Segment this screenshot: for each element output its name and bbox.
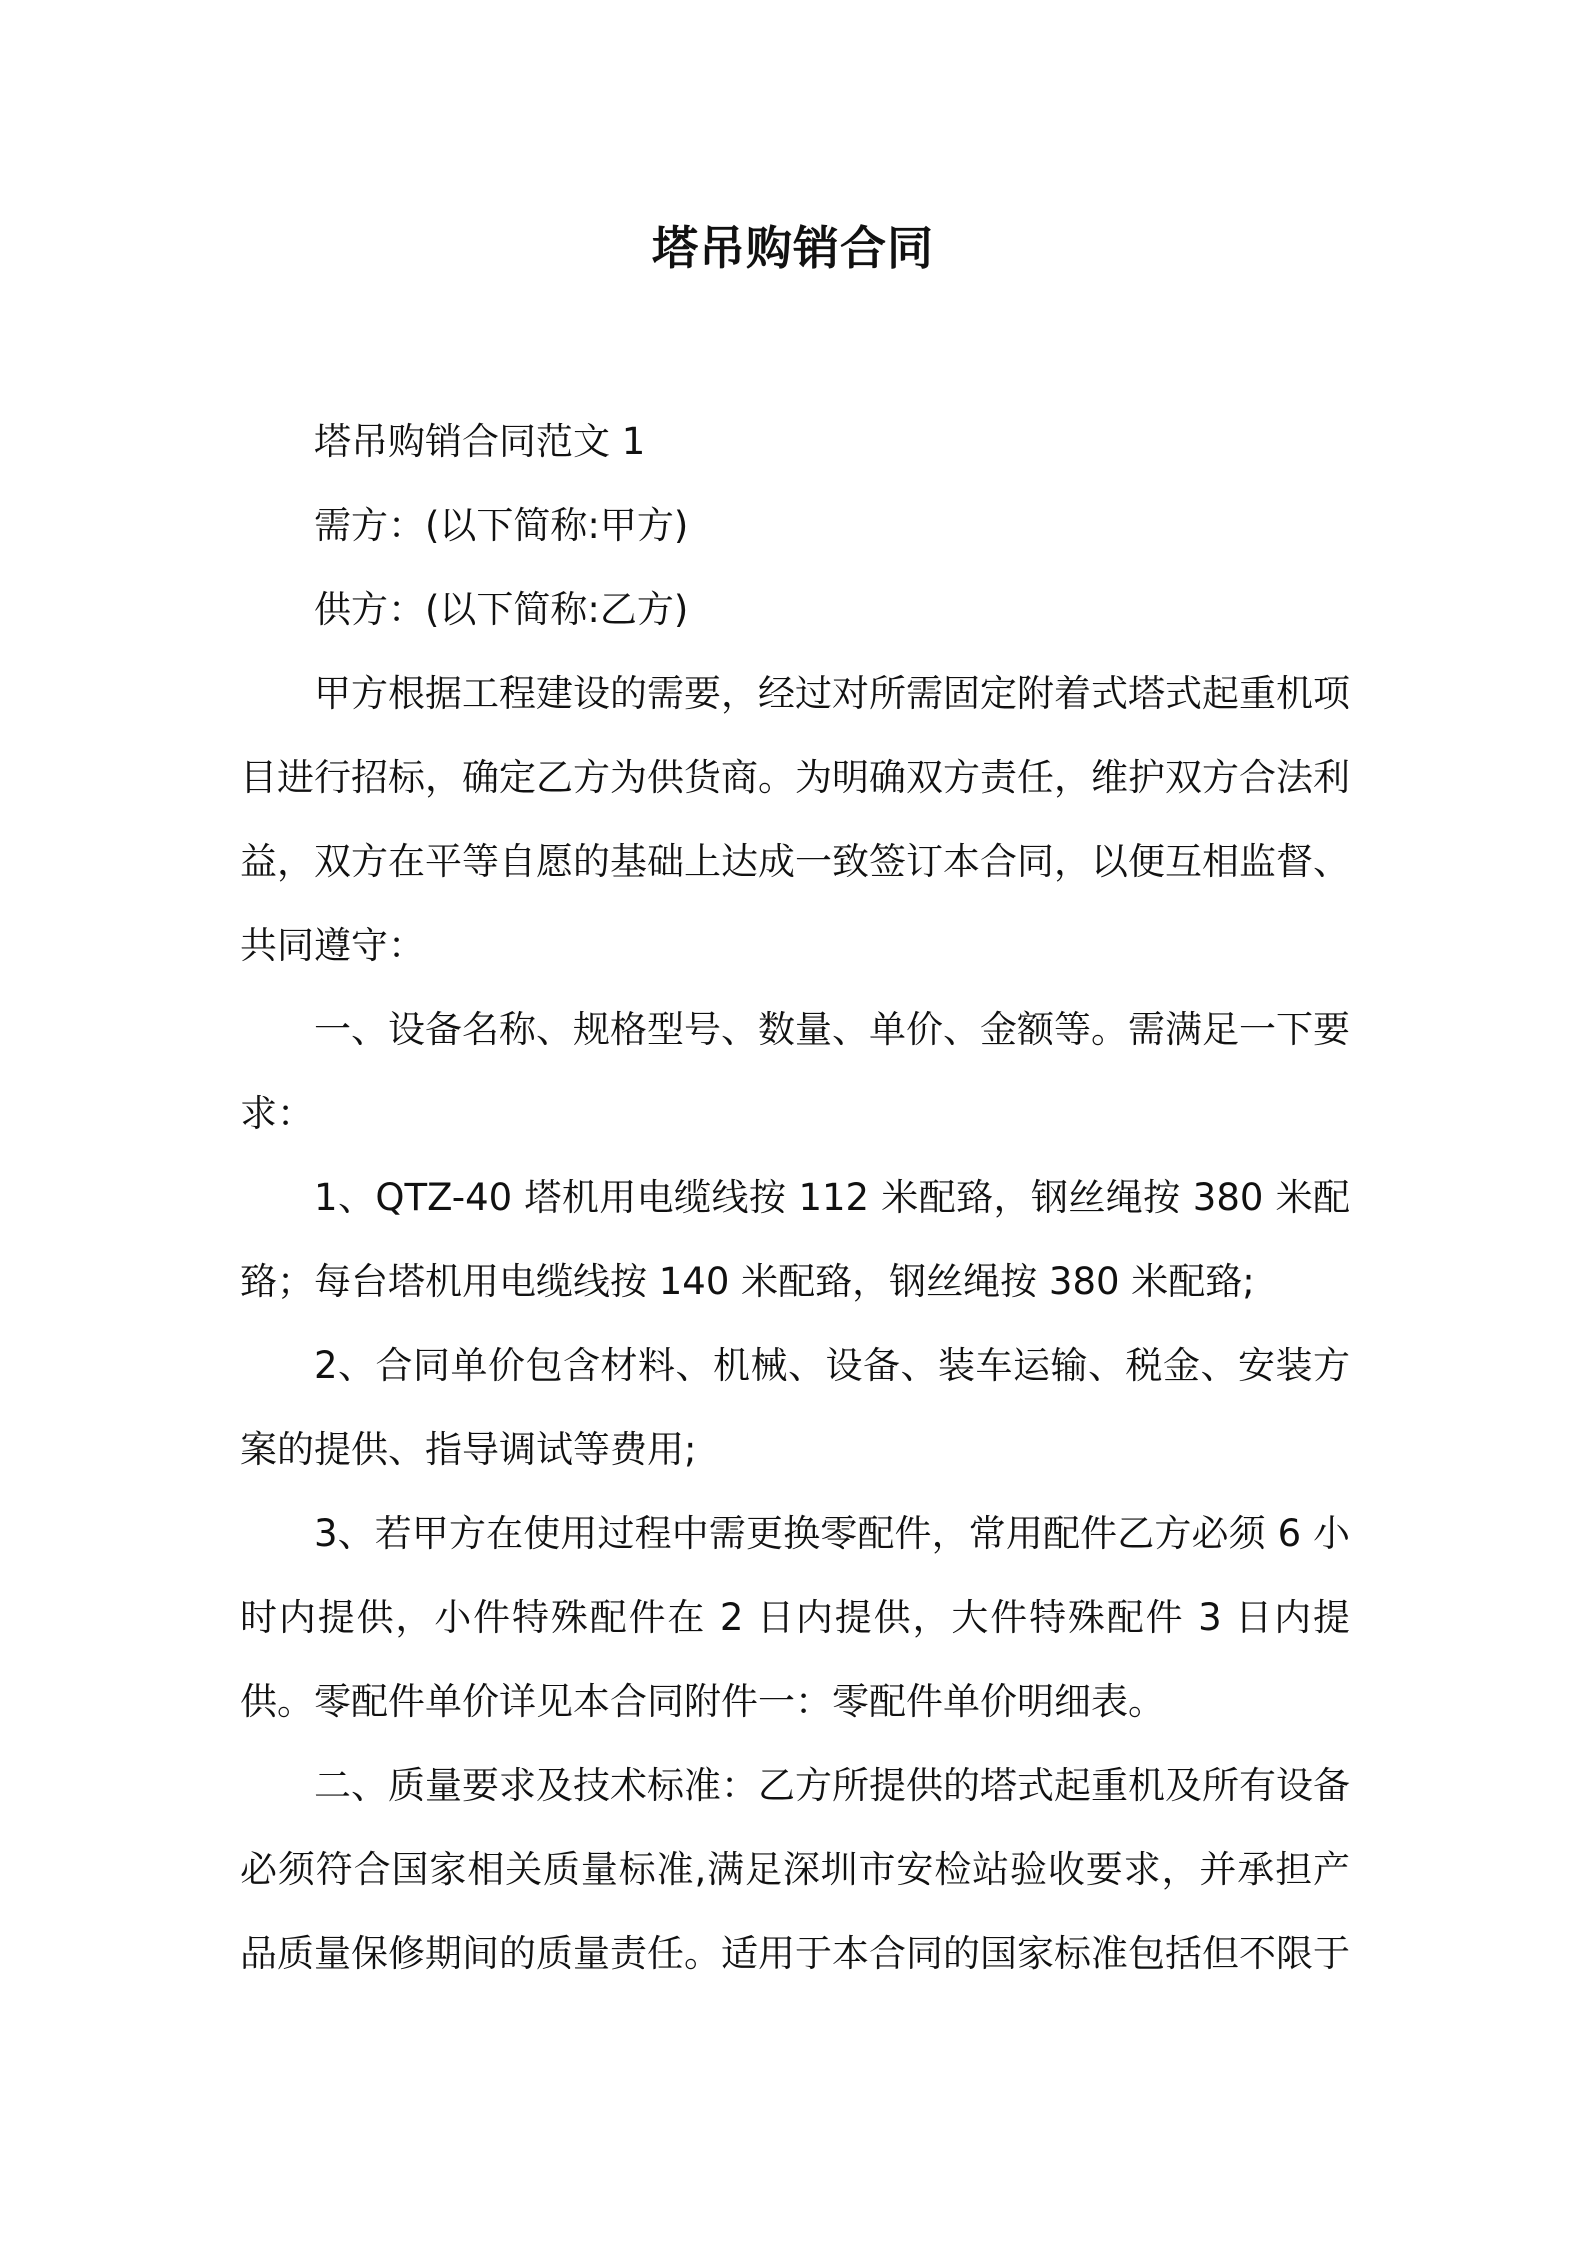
- paragraph-item-1: 1、QTZ-40 塔机用电缆线按 112 米配臵，钢丝绳按 380 米配臵；每台塔机用电缆线按 140 米配臵，钢丝绳按 380 米配臵;: [240, 1176, 1350, 1303]
- paragraph-preamble: 甲方根据工程建设的需要，经过对所需固定附着式塔式起重机项目进行招标，确定乙方为供货商。为明确双方责任，维护双方合法利益，双方在平等自愿的基础上达成一致签订本合同，以便互相监督、共同遵守：: [240, 672, 1350, 967]
- paragraph-contract-sample-heading: 塔吊购销合同范文 1: [314, 420, 646, 463]
- paragraph-supplier: 供方：(以下简称:乙方): [314, 588, 689, 631]
- document-title: 塔吊购销合同: [652, 221, 934, 275]
- paragraph-item-3: 3、若甲方在使用过程中需更换零配件，常用配件乙方必须 6 小时内提供，小件特殊配件在 2 日内提供，大件特殊配件 3 日内提供。零配件单价详见本合同附件一：零配件单价明细表。: [240, 1512, 1350, 1723]
- paragraph-section-1: 一、设备名称、规格型号、数量、单价、金额等。需满足一下要求：: [240, 1008, 1350, 1135]
- document-body: [240, 400, 1350, 1996]
- paragraph-buyer: 需方：(以下简称:甲方): [314, 504, 689, 547]
- paragraph-item-2: 2、合同单价包含材料、机械、设备、装车运输、税金、安装方案的提供、指导调试等费用;: [240, 1344, 1350, 1471]
- paragraph-section-2: 二、质量要求及技术标准：乙方所提供的塔式起重机及所有设备必须符合国家相关质量标准,满足深圳市安检站验收要求，并承担产品质量保修期间的质量责任。适用于本合同的国家标准包括但不限于: [240, 1764, 1350, 1975]
